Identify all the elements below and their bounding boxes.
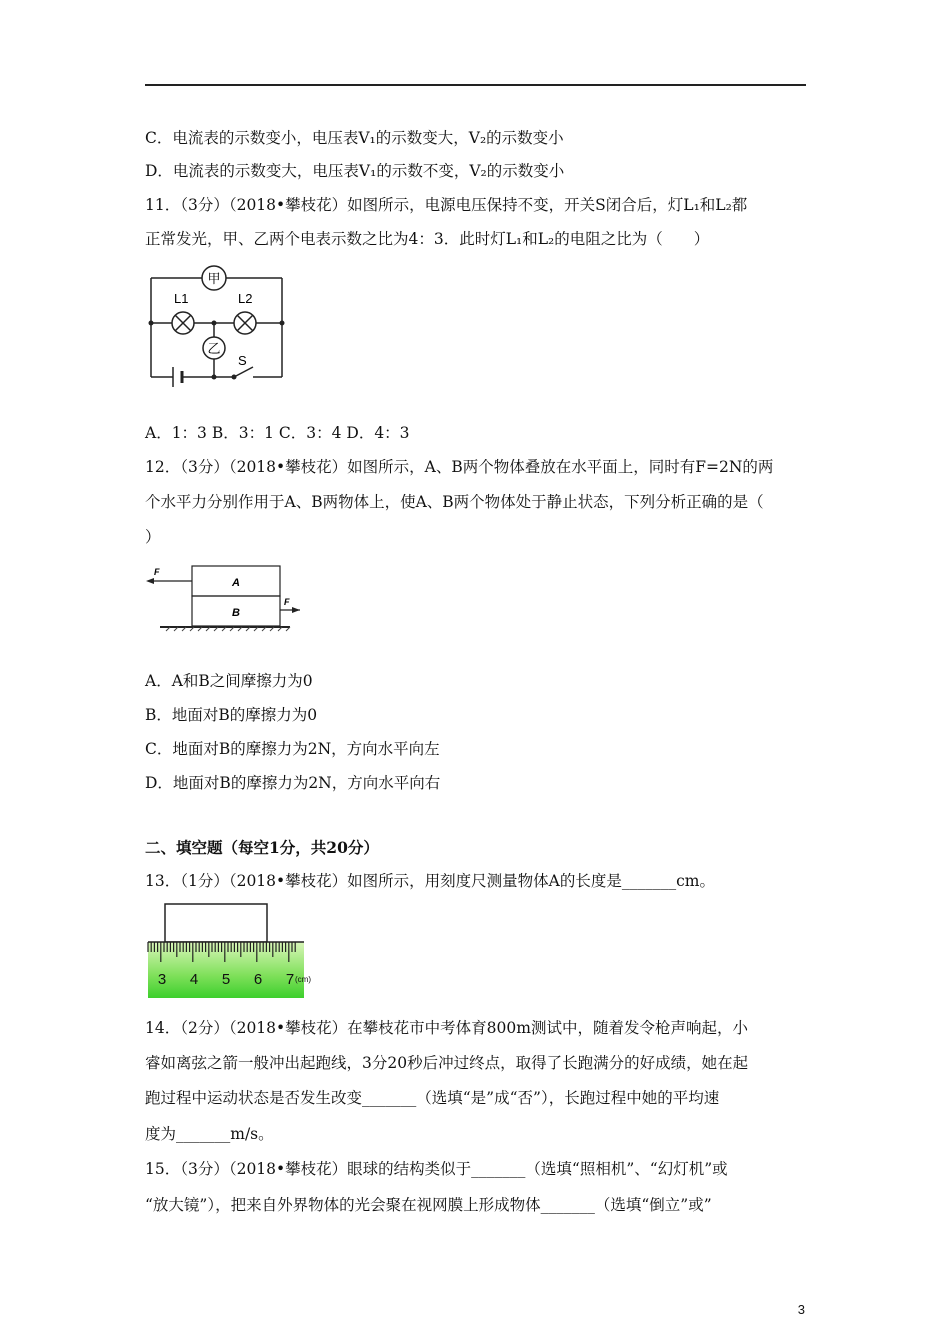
question-14-line1: 14．（2分）（2018•攀枝花）在攀枝花市中考体育800m测试中，随着发令枪声响起，小 [145,1019,748,1037]
option-12d: D．地面对B的摩擦力为2N，方向水平向右 [145,774,441,792]
question-14-line4: 度为_______m/s。 [145,1125,274,1143]
section-2-heading: 二、填空题（每空1分，共20分） [145,838,379,857]
lamp1-label: L1 [174,291,189,306]
ruler-tick-7: 7 [285,971,295,988]
blocks-diagram [140,560,300,644]
force-left-label: F [154,567,160,577]
question-15-line1: 15．（3分）（2018•攀枝花）眼球的结构类似于_______（选填“照相机”、“幻灯机”或 [145,1160,728,1178]
ruler-unit: (cm) [295,975,311,984]
force-right-label: F [284,597,290,607]
question-15-line2: “放大镜”），把来自外界物体的光会聚在视网膜上形成物体_______（选填“倒立”或” [145,1196,712,1214]
question-12-line2: 个水平力分别作用于A、B两物体上，使A、B两个物体处于静止状态，下列分析正确的是（ [145,493,764,511]
meter-yi-label: 乙 [207,341,221,356]
ruler-tick-3: 3 [157,971,167,988]
option-10d: D．电流表的示数变大，电压表V₁的示数不变，V₂的示数变小 [145,162,565,180]
page-number: 3 [797,1302,805,1317]
option-12c: C．地面对B的摩擦力为2N，方向水平向左 [145,740,440,758]
lamp2-label: L2 [238,291,253,306]
question-12-line1: 12．（3分）（2018•攀枝花）如图所示，A、B两个物体叠放在水平面上，同时有F=2N的两 [145,458,774,476]
block-a-label: A [232,577,240,589]
question-11-line2: 正常发光，甲、乙两个电表示数之比为4：3．此时灯L₁和L₂的电阻之比为（ ） [145,230,710,248]
option-12a: A．A和B之间摩擦力为0 [145,672,313,690]
ruler-diagram [145,902,335,1006]
ruler-tick-4: 4 [189,971,199,988]
ammeter-jia-label: 甲 [207,271,221,286]
switch-label: S [238,353,247,368]
question-11-options: A．1：3 B．3：1 C．3：4 D．4：3 [145,424,410,442]
question-14-line3: 跑过程中运动状态是否发生改变_______（选填“是”成“否”），长跑过程中她的平均速 [145,1089,720,1107]
ruler-tick-5: 5 [221,971,231,988]
ruler-tick-6: 6 [253,971,263,988]
option-12b: B．地面对B的摩擦力为0 [145,706,318,724]
question-14-line2: 睿如离弦之箭一般冲出起跑线，3分20秒后冲过终点，取得了长跑满分的好成绩，她在起 [145,1054,749,1072]
header-rule [145,84,806,86]
question-13: 13．（1分）（2018•攀枝花）如图所示，用刻度尺测量物体A的长度是_______cm。 [145,872,715,890]
circuit-diagram [140,260,290,394]
question-11-line1: 11．（3分）（2018•攀枝花）如图所示，电源电压保持不变，开关S闭合后，灯L₁和L₂都 [145,196,748,214]
question-12-line3: ） [145,528,161,546]
block-b-label: B [232,607,240,619]
option-10c: C．电流表的示数变小，电压表V₁的示数变大，V₂的示数变小 [145,129,564,147]
